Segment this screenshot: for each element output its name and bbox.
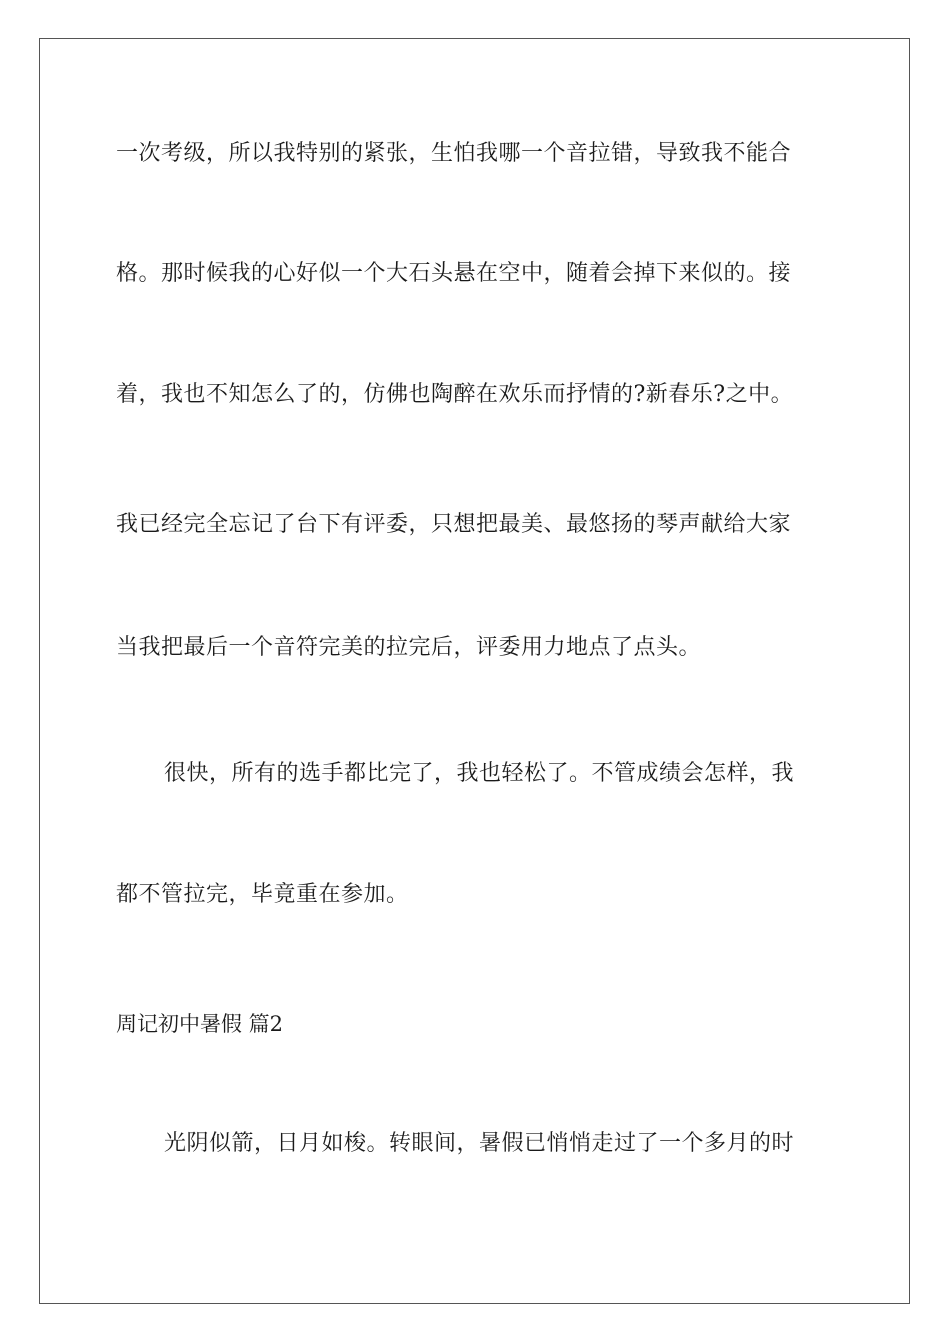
text-line: 着，我也不知怎么了的，仿佛也陶醉在欢乐而抒情的?新春乐?之中。 [116,382,794,407]
text-line: 我已经完全忘记了台下有评委，只想把最美、最悠扬的琴声献给大家 [116,512,792,537]
text-line: 都不管拉完，毕竟重在参加。 [116,882,409,907]
text-line: 光阴似箭，日月如梭。转眼间，暑假已悄悄走过了一个多月的时 [164,1131,795,1156]
text-line: 一次考级，所以我特别的紧张，生怕我哪一个音拉错，导致我不能合 [116,141,792,166]
text-line: 很快，所有的选手都比完了，我也轻松了。不管成绩会怎样，我 [164,761,795,786]
section-heading: 周记初中暑假 篇2 [116,1012,284,1036]
page-frame [39,38,910,1304]
text-line: 当我把最后一个音符完美的拉完后，评委用力地点了点头。 [116,635,702,660]
text-line: 格。那时候我的心好似一个大石头悬在空中，随着会掉下来似的。接 [116,261,792,286]
